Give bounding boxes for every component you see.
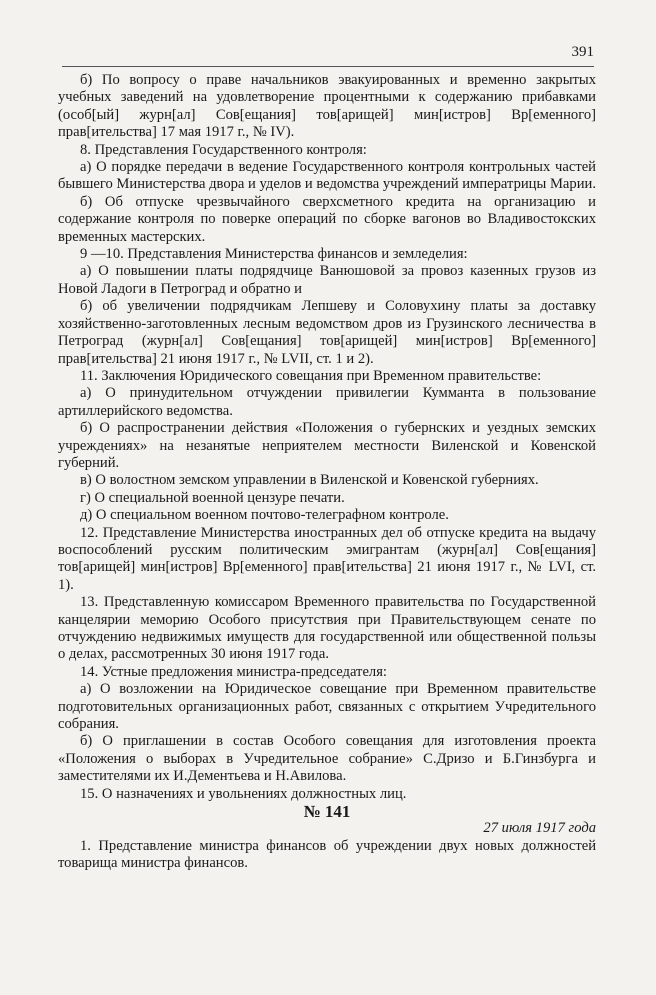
paragraph: д) О специальном военном почтово-телеграфном контроле. (80, 507, 449, 524)
paragraph: 11. Заключения Юридического совещания при Временном правительстве: (80, 367, 542, 384)
document-heading: № 141 (303, 802, 351, 822)
page-number: 391 (571, 44, 594, 60)
paragraphs-before (58, 72, 596, 803)
paragraph: 8. Представления Государственного контроля: (80, 141, 367, 158)
paragraph: а) О принудительном отчуждении привилегии Кумманта в пользование артиллерийского ведомства. (58, 385, 596, 419)
paragraph: б) По вопросу о праве начальников эвакуированных и временно закрытых учебных заведений на удовлетворение процентными к содержанию прибавками (особ[ый] журн[ал] Сов[ещания] тов[арищей] мин[истров] Вр[еменного] прав[ительства] 17 мая 1917 г., № IV). (58, 72, 596, 141)
paragraph: 1. Представление министра финансов об учреждении двух новых должностей товарища министра финансов. (58, 837, 596, 872)
paragraph: 15. О назначениях и увольнениях должностных лиц. (80, 785, 407, 802)
paragraph: 14. Устные предложения министра-председателя: (80, 663, 387, 680)
paragraph: в) О волостном земском управлении в Виленской и Ковенской губерниях. (80, 472, 539, 489)
document-date: 27 июля 1917 года (483, 820, 596, 837)
paragraph: 13. Представленную комиссаром Временного правительства по Государственной канцелярии меморию Особого присутствия при Правительствующем сенате по отчуждению недвижимых имуществ для государственной или общественной пользы о делах, рассмотренных 30 июня 1917 года. (58, 594, 596, 663)
paragraph: 9 —10. Представления Министерства финансов и земледелия: (80, 246, 468, 263)
paragraph: б) О распространении действия «Положения о губернских и уездных земских учреждениях» на незанятые неприятелем местности Виленской и Ковенской губерний. (58, 420, 596, 471)
paragraph: 12. Представление Министерства иностранных дел об отпуске кредита на выдачу воспособлений русским политическим эмигрантам (журн[ал] Сов[ещания] тов[арищей] мин[истров] Вр[еменного] прав[ительства] 21 июня 1917 г., № LVI, ст. 1). (58, 524, 596, 593)
paragraph: а) О возложении на Юридическое совещание при Временном правительстве подготовительных организационных работ, связанных с открытием Учредительного собрания. (58, 681, 596, 733)
paragraph: б) Об отпуске чрезвычайного сверхсметного кредита на организацию и содержание контроля по поверке операций по сборке вагонов во Владивостокских временных мастерских. (58, 193, 596, 245)
paragraph: а) О порядке передачи в ведение Государственного контроля контрольных частей бывшего Министерства двора и уделов и ведомства учреждений императрицы Марии. (58, 159, 596, 193)
paragraph: б) О приглашении в состав Особого совещания для изготовления проекта «Положения о выборах в Учредительное собрание» С.Дризо и Б.Гинзбурга и заместителями их И.Дементьева и Н.Авилова. (58, 733, 596, 785)
header-rule (62, 66, 594, 67)
paragraphs-after (58, 838, 596, 873)
paragraph: б) об увеличении подрядчикам Лепшеву и Соловухину платы за доставку хозяйственно-заготовленных лесным ведомством дров из Грузинского лесничества в Петроград (журн[ал] Сов[ещания] тов[арищей] мин[истров] Вр[еменного] прав[ительства] 21 июня 1917 г., № LVII, ст. 1 и 2). (58, 298, 596, 367)
paragraph: а) О повышении платы подрядчице Ванюшовой за провоз казенных грузов из Новой Ладоги в Петроград и обратно и (58, 263, 596, 297)
document-body (58, 72, 596, 873)
paragraph: г) О специальной военной цензуре печати. (80, 489, 345, 506)
